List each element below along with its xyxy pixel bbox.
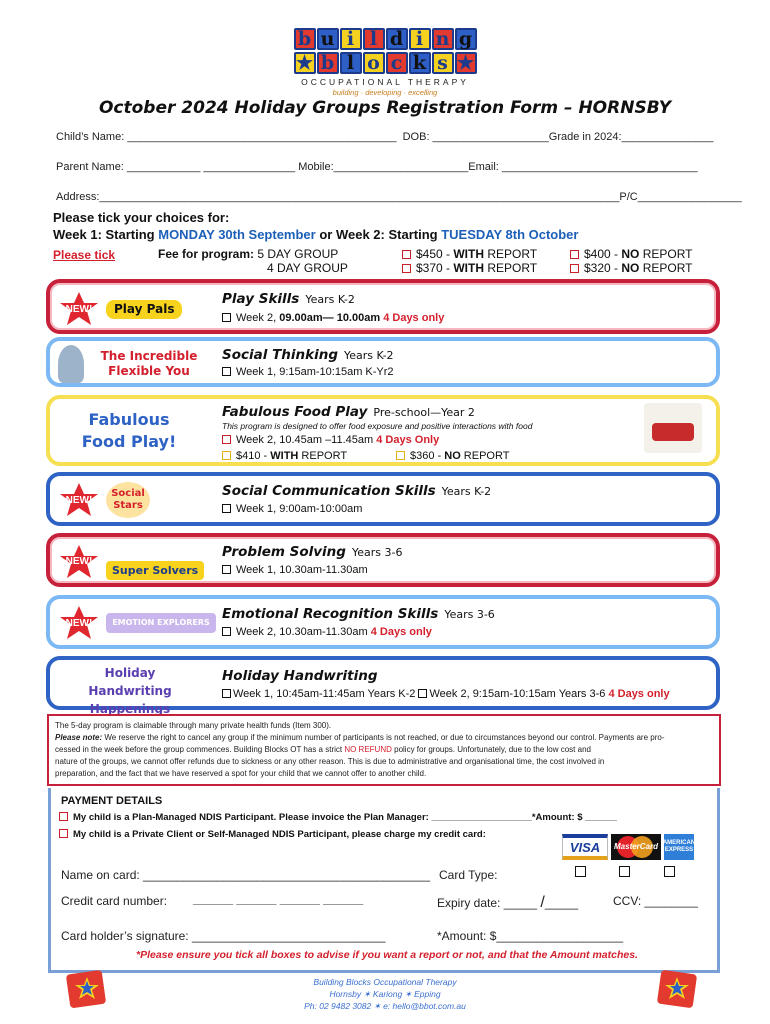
logo-letter: g: [455, 28, 477, 50]
days-note: 4 Days only: [608, 688, 670, 700]
note-line: The 5-day program is claimable through many private health funds (Item 300).: [55, 721, 332, 730]
logo-letter: l: [340, 52, 362, 74]
group-years: Years K-2: [441, 485, 492, 498]
ndis-plan-managed-option[interactable]: [59, 812, 617, 823]
name-on-card-field[interactable]: Name on card: ___________________________________________: [61, 868, 431, 882]
amex-logo: AMERICAN EXPRESS: [664, 834, 694, 860]
group-name: [222, 291, 355, 307]
group-name: [222, 347, 394, 363]
note-line: [55, 744, 713, 756]
expiry-year: _____: [544, 896, 579, 910]
logo-letter: i: [409, 28, 431, 50]
logo-star-block: ★: [294, 52, 316, 74]
address-line[interactable]: Address:_____________________________________________________________________________________P/C_________________: [56, 191, 742, 203]
fee-410: $410 -: [236, 450, 271, 462]
group-title: Social Communication Skills: [222, 483, 436, 499]
emotion-explorers-art: [58, 605, 216, 641]
fee-with-report: [402, 247, 537, 275]
play-pals-label: Play Pals: [106, 300, 182, 319]
checkbox[interactable]: [59, 812, 68, 821]
credit-card-label: Credit card number:: [61, 894, 168, 908]
group-session-option[interactable]: [222, 434, 439, 446]
please-tick-label: Please tick: [53, 248, 116, 262]
payment-title: PAYMENT DETAILS: [61, 795, 163, 807]
fee-370: $370 -: [416, 261, 454, 275]
group-years: Years 3-6: [351, 546, 403, 559]
footer: [0, 976, 770, 1012]
session-detail: Week 1, 9:00am-10:00am: [236, 503, 363, 515]
super-solvers-label: Super Solvers: [106, 561, 204, 580]
expiry-slash: /: [540, 894, 545, 911]
group-food-play: [46, 395, 720, 466]
logo-letter: o: [363, 52, 385, 74]
handwriting-week2-option[interactable]: [418, 688, 608, 700]
group-name: [222, 404, 475, 420]
report-label: REPORT: [460, 450, 510, 462]
footer-contact: Ph: 02 9482 3082 ✶ e: hello@bbot.com.au: [304, 1001, 466, 1011]
checkbox[interactable]: [222, 627, 231, 636]
note-text: We reserve the right to cancel any group if the minimum number of participants is not reached, or due to circumstances beyond our control. Payments are pro-: [102, 733, 665, 742]
checkbox[interactable]: [222, 504, 231, 513]
parent-details-line[interactable]: Parent Name: ____________ _______________ Mobile:______________________Email: ________________________________: [56, 161, 698, 173]
fee-450: $450 -: [416, 247, 454, 261]
incredible-flexible-art: [58, 345, 208, 383]
group-years: Years K-2: [305, 293, 355, 306]
figure-icon: [58, 345, 84, 383]
visa-logo: VISA: [562, 834, 608, 860]
note-text: cessed in the week before the group commences. Building Blocks OT has a strict: [55, 745, 345, 754]
logo: [270, 28, 500, 97]
fee-370-option[interactable]: [402, 261, 537, 275]
session-detail: Week 2, 10.30am-11.30am: [236, 626, 371, 638]
logo-letter: l: [363, 28, 385, 50]
checkbox[interactable]: [222, 565, 231, 574]
food-play-label: Fabulous Food Play!: [81, 410, 177, 451]
page-title: October 2024 Holiday Groups Registration Form – HORNSBY: [98, 98, 672, 118]
logo-row-building: [270, 28, 500, 50]
food-train-image: [644, 403, 702, 453]
fee-320-option[interactable]: [570, 261, 692, 275]
train-body-icon: [652, 423, 694, 441]
checkbox[interactable]: [570, 264, 579, 273]
note-line: [55, 732, 713, 744]
session-time: 09.00am— 10.00am: [279, 312, 381, 324]
group-name: [222, 668, 377, 684]
terms-note: [47, 714, 721, 786]
option-text: My child is a Plan-Managed NDIS Participant. Please invoice the Plan Manager: ___________________*Amount: $ ______: [73, 812, 617, 823]
new-badge: [58, 482, 100, 518]
group-session-option[interactable]: [222, 626, 432, 638]
play-pals-art: [58, 291, 182, 327]
group-years: Pre-school—Year 2: [373, 406, 475, 419]
report-label: REPORT: [639, 247, 693, 261]
days-note: 4 Days only: [370, 626, 432, 638]
fee-labels: [158, 247, 348, 275]
child-details-line[interactable]: Child’s Name: ____________________________________________ DOB: ___________________Grade in 2024:_______________: [56, 131, 714, 143]
group-session-option[interactable]: [222, 312, 444, 324]
note-line: preparation, and the fact that we have reserved a spot for your child that we cannot offer to another child.: [55, 769, 427, 778]
report-label: REPORT: [298, 450, 348, 462]
group-years: Years K-2: [344, 349, 394, 362]
logo-letter: u: [317, 28, 339, 50]
session-detail: Week 1, 10:45am-11:45am Years K-2: [233, 688, 419, 700]
handwriting-art: [64, 664, 196, 718]
session-detail: Week 1, 9:15am-10:15am K-Yr2: [236, 366, 394, 378]
no-refund-label: NO REFUND: [344, 745, 392, 754]
week2-date: TUESDAY 8th October: [441, 227, 579, 242]
credit-card-field[interactable]: ______ ______ ______ ______: [193, 892, 364, 906]
checkbox[interactable]: [402, 264, 411, 273]
group-title: Social Thinking: [222, 347, 339, 363]
mastercard-logo: [611, 834, 661, 860]
logo-letter: d: [386, 28, 408, 50]
checkbox[interactable]: [418, 689, 427, 698]
expiry-month: Expiry date: _____: [437, 896, 541, 910]
group-social-thinking: [46, 337, 720, 387]
group-name: [222, 544, 402, 560]
logo-tagline: building · developing · excelling: [332, 88, 438, 97]
card-type-label: Card Type:: [439, 868, 498, 882]
checkbox[interactable]: [222, 313, 231, 322]
with-label: WITH: [453, 247, 485, 261]
new-badge-text: NEW!: [65, 494, 93, 506]
logo-letter: b: [317, 52, 339, 74]
session-detail: Week 2, 9:15am-10:15am Years 3-6: [429, 688, 609, 700]
checkbox[interactable]: [222, 435, 231, 444]
logo-star-block: ★: [455, 52, 477, 74]
group-session-options: [222, 688, 670, 700]
card-logos: [562, 834, 694, 860]
group-holiday-handwriting: [46, 656, 720, 716]
group-session-option[interactable]: [222, 366, 394, 378]
checkbox[interactable]: [222, 689, 231, 698]
checkbox[interactable]: [222, 367, 231, 376]
super-solvers-art: [58, 543, 204, 580]
footer-company: Building Blocks Occupational Therapy: [313, 977, 457, 987]
checkbox[interactable]: [222, 451, 231, 460]
report-label: REPORT: [484, 247, 538, 261]
fee-no-report: [570, 247, 692, 275]
new-badge: [58, 544, 100, 580]
food-play-art: [74, 409, 184, 453]
group-name: [222, 606, 495, 622]
note-line: nature of the groups, we cannot offer refunds due to sickness or any other reason. This is due to administrative and organisational time, the cost involved in: [55, 757, 605, 766]
choices-heading: [53, 209, 578, 243]
please-note-label: Please note:: [55, 733, 103, 742]
no-label: NO: [621, 247, 640, 261]
logo-letter: s: [432, 52, 454, 74]
with-label: WITH: [453, 261, 485, 275]
option-text: My child is a Private Client or Self-Managed NDIS Participant, please charge my credit card:: [73, 829, 486, 840]
group-social-communication: [46, 472, 720, 526]
fee-450-option[interactable]: [402, 247, 537, 261]
group-years: Years 3-6: [444, 608, 495, 621]
group-title: Holiday Handwriting: [222, 668, 378, 684]
session-detail: Week 1, 10.30am-11.30am: [236, 564, 368, 576]
logo-letter: c: [386, 52, 408, 74]
with-label: WITH: [270, 450, 299, 462]
fee-label: Fee for program:: [158, 247, 255, 261]
logo-letter: k: [409, 52, 431, 74]
logo-row-blocks: [270, 52, 500, 74]
group-play-skills: [46, 279, 720, 334]
group-title: Fabulous Food Play: [222, 404, 368, 420]
payment-section: [48, 788, 720, 973]
new-badge-text: NEW!: [65, 303, 93, 315]
week-middle: or Week 2: Starting: [315, 227, 442, 242]
session-week: Week 2,: [236, 312, 280, 324]
new-badge-text: NEW!: [65, 617, 93, 629]
new-badge-text: NEW!: [65, 556, 93, 567]
fee-400: $400 -: [584, 247, 622, 261]
food-no-report-option[interactable]: [396, 450, 509, 462]
social-stars-art: [58, 482, 150, 518]
checkbox[interactable]: [570, 250, 579, 259]
logo-letter: i: [340, 28, 362, 50]
food-with-report-option[interactable]: [222, 450, 347, 462]
expiry-field[interactable]: [437, 894, 578, 912]
ensure-note: *Please ensure you tick all boxes to advise if you want a report or not, and that the Amount matches.: [136, 949, 638, 961]
handwriting-label: Holiday Handwriting Happenings: [88, 666, 172, 716]
fee-360: $360 -: [410, 450, 445, 462]
card-type-checkbox-mastercard[interactable]: [619, 866, 635, 879]
mastercard-text: MasterCard: [614, 842, 659, 851]
week-dates: [53, 226, 578, 243]
days-note: 4 Days Only: [376, 434, 440, 446]
group-title: Play Skills: [222, 291, 300, 307]
days-note: 4 Days only: [383, 312, 445, 324]
session-detail: Week 2, 10.45am –11.45am: [236, 434, 377, 446]
report-label: REPORT: [639, 261, 693, 275]
ccv-field[interactable]: CCV: ________: [613, 894, 698, 908]
group-problem-solving: [46, 533, 720, 587]
group-title: Emotional Recognition Skills: [222, 606, 439, 622]
fee-400-option[interactable]: [570, 247, 692, 261]
signature-field[interactable]: Card holder’s signature: _____________________________: [61, 929, 386, 943]
card-type-checkbox-visa[interactable]: [575, 866, 591, 879]
new-badge: [58, 605, 100, 641]
logo-letter: n: [432, 28, 454, 50]
week1-date: MONDAY 30th September: [158, 227, 316, 242]
fee-320: $320 -: [584, 261, 622, 275]
no-label: NO: [621, 261, 640, 275]
handwriting-week1-option[interactable]: [222, 688, 418, 700]
logo-letter: b: [294, 28, 316, 50]
no-label: NO: [444, 450, 461, 462]
checkbox[interactable]: [402, 250, 411, 259]
group-session-option[interactable]: [222, 503, 362, 515]
card-type-checkbox-amex[interactable]: [664, 866, 680, 879]
choices-instruction: Please tick your choices for:: [53, 210, 230, 225]
group-emotional-recognition: [46, 595, 720, 649]
five-day-group: 5 DAY GROUP: [257, 247, 339, 261]
food-play-description: This program is designed to offer food exposure and positive interactions with food: [222, 421, 533, 431]
report-label: REPORT: [484, 261, 538, 275]
incredible-flexible-label: The Incredible Flexible You: [100, 349, 198, 378]
emotion-explorers-label: EMOTION EXPLORERS: [106, 613, 216, 633]
group-name: [222, 483, 491, 499]
footer-locations: Hornsby ✶ Kariong ✶ Epping: [329, 989, 441, 999]
new-badge: [58, 291, 100, 327]
amount-field[interactable]: *Amount: $___________________: [437, 929, 624, 943]
private-client-option[interactable]: [59, 829, 486, 840]
note-text: policy for groups. Unfortunately, due to the low cost and: [391, 745, 591, 754]
week1-prefix: Week 1: Starting: [53, 227, 159, 242]
four-day-group: 4 DAY GROUP: [267, 261, 348, 275]
social-stars-label: Social Stars: [106, 482, 150, 518]
checkbox[interactable]: [59, 829, 68, 838]
checkbox[interactable]: [396, 451, 405, 460]
group-title: Problem Solving: [222, 544, 346, 560]
group-session-option[interactable]: [222, 564, 368, 576]
logo-subtitle: OCCUPATIONAL THERAPY: [301, 77, 469, 87]
